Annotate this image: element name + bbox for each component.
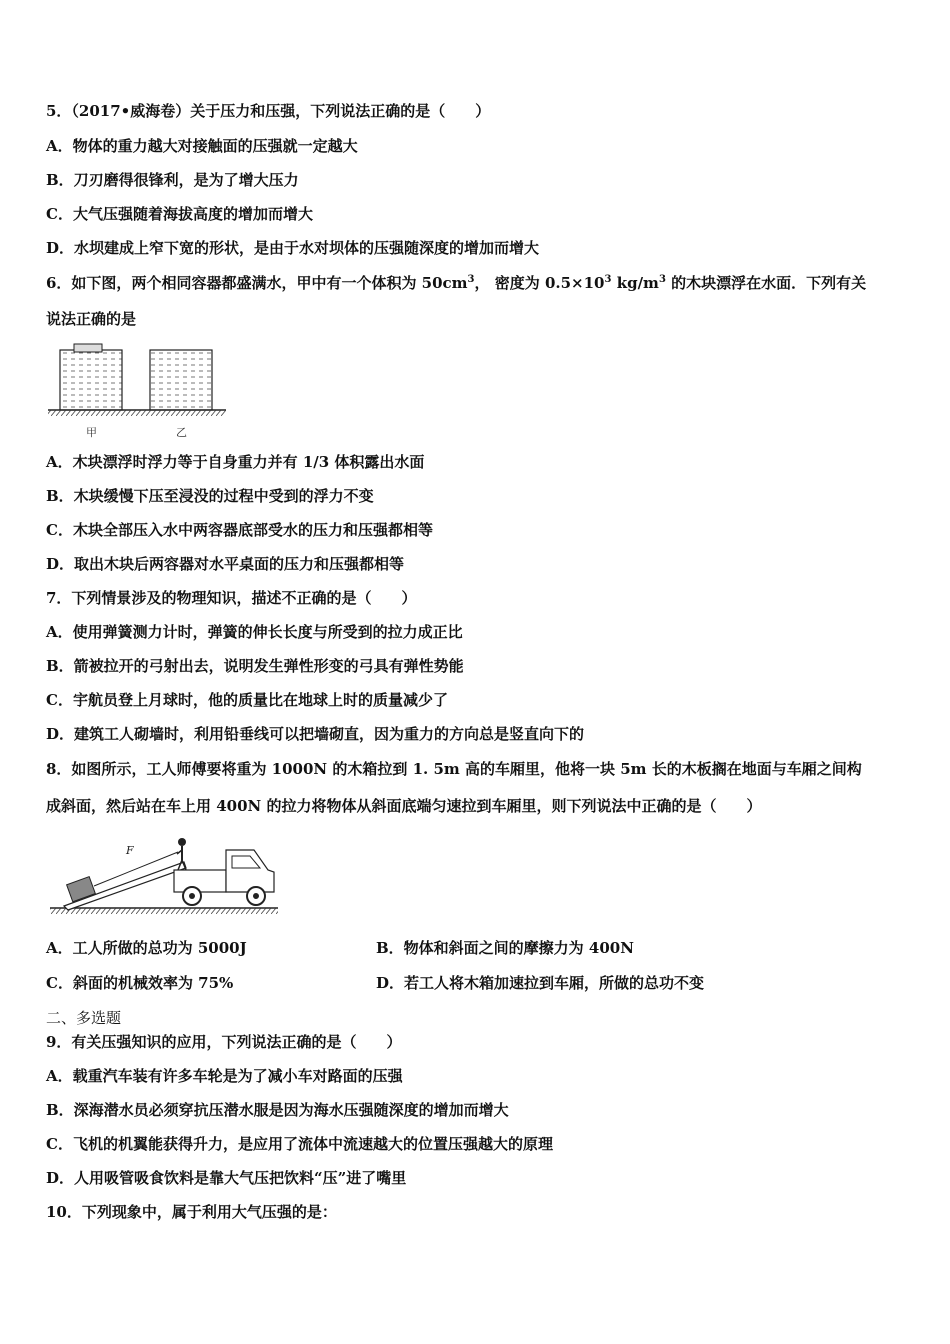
q6-stem-part-d: 的木块漂浮在水面．下列有关 [665, 274, 867, 292]
q6-stem-part-a: 6．如下图，两个相同容器都盛满水，甲中有一个体积为 50cm [46, 274, 468, 292]
q7-option-c: C．宇航员登上月球时，他的质量比在地球上时的质量减少了 [46, 691, 448, 709]
q5-option-a: A．物体的重力越大对接触面的压强就一定越大 [46, 137, 358, 155]
q8-stem-line2: 成斜面，然后站在车上用 400N 的拉力将物体从斜面底端匀速拉到车厢里，则下列说法中正确的是（ ） [46, 797, 762, 815]
q7-option-d: D．建筑工人砌墙时，利用铅垂线可以把墙砌直，因为重力的方向总是竖直向下的 [46, 725, 585, 743]
force-label: F [126, 844, 134, 857]
label-jia: 甲 [86, 426, 97, 439]
q8-option-a: A．工人所做的总功为 5000J [46, 939, 247, 957]
q6-stem-line2: 说法正确的是 [46, 310, 137, 328]
q7-option-a: A．使用弹簧测力计时，弹簧的伸长长度与所受到的拉力成正比 [46, 623, 463, 641]
q8-option-c: C．斜面的机械效率为 75% [46, 974, 234, 992]
q9-stem: 9．有关压强知识的应用，下列说法正确的是（ ） [46, 1033, 402, 1051]
q7-stem: 7．下列情景涉及的物理知识，描述不正确的是（ ） [46, 589, 417, 607]
table-hatch [48, 410, 226, 416]
q9-option-b: B．深海潜水员必须穿抗压潜水服是因为海水压强随深度的增加而增大 [46, 1101, 509, 1119]
q9-option-c: C．飞机的机翼能获得升力，是应用了流体中流速越大的位置压强越大的原理 [46, 1135, 553, 1153]
q6-option-b: B．木块缓慢下压至浸没的过程中受到的浮力不变 [46, 487, 374, 505]
q8-option-d: D．若工人将木箱加速拉到车厢，所做的总功不变 [376, 974, 705, 992]
q6-containers-figure [46, 338, 236, 442]
q6-stem-part-b: ， 密度为 0.5×10 [474, 274, 605, 292]
q7-option-b: B．箭被拉开的弓射出去，说明发生弹性形变的弓具有弹性势能 [46, 657, 464, 675]
q8-incline-truck-figure [46, 830, 282, 918]
q6-stem-sup-3: 3 [658, 274, 666, 285]
section-title-multi-choice: 二、多选题 [46, 1009, 122, 1027]
q5-option-c: C．大气压强随着海拔高度的增加而增大 [46, 205, 313, 223]
q10-stem: 10．下列现象中，属于利用大气压强的是： [46, 1203, 337, 1221]
label-yi: 乙 [176, 426, 187, 439]
q8-option-b: B．物体和斜面之间的摩擦力为 400N [376, 939, 634, 957]
q5-option-b: B．刀刃磨得很锋利，是为了增大压力 [46, 171, 299, 189]
q6-stem [46, 273, 866, 293]
wooden-block [74, 344, 102, 352]
q5-option-d: D．水坝建成上窄下宽的形状，是由于水对坝体的压强随深度的增加而增大 [46, 239, 540, 257]
q8-stem-line1: 8．如图所示，工人师傅要将重为 1000N 的木箱拉到 1. 5m 高的车厢里，他将一块 5m 长的木板搁在地面与车厢之间构 [46, 760, 862, 778]
ground-hatch [50, 908, 278, 914]
q6-option-d: D．取出木块后两容器对水平桌面的压力和压强都相等 [46, 555, 405, 573]
q6-stem-part-c: kg/m [611, 274, 659, 292]
q6-option-a: A．木块漂浮时浮力等于自身重力并有 1/3 体积露出水面 [46, 453, 425, 471]
q6-option-c: C．木块全部压入水中两容器底部受水的压力和压强都相等 [46, 521, 433, 539]
container-right [150, 350, 212, 410]
q5-stem: 5．（2017•威海卷）关于压力和压强，下列说法正确的是（ ） [46, 102, 491, 120]
container-left [60, 350, 122, 410]
q6-stem-sup-1: 3 [467, 274, 475, 285]
q6-stem-sup-2: 3 [604, 274, 612, 285]
truck-bed [174, 870, 226, 892]
q9-option-d: D．人用吸管吸食饮料是靠大气压把饮料“压”进了嘴里 [46, 1169, 407, 1187]
q9-option-a: A．载重汽车装有许多车轮是为了减小车对路面的压强 [46, 1067, 403, 1085]
